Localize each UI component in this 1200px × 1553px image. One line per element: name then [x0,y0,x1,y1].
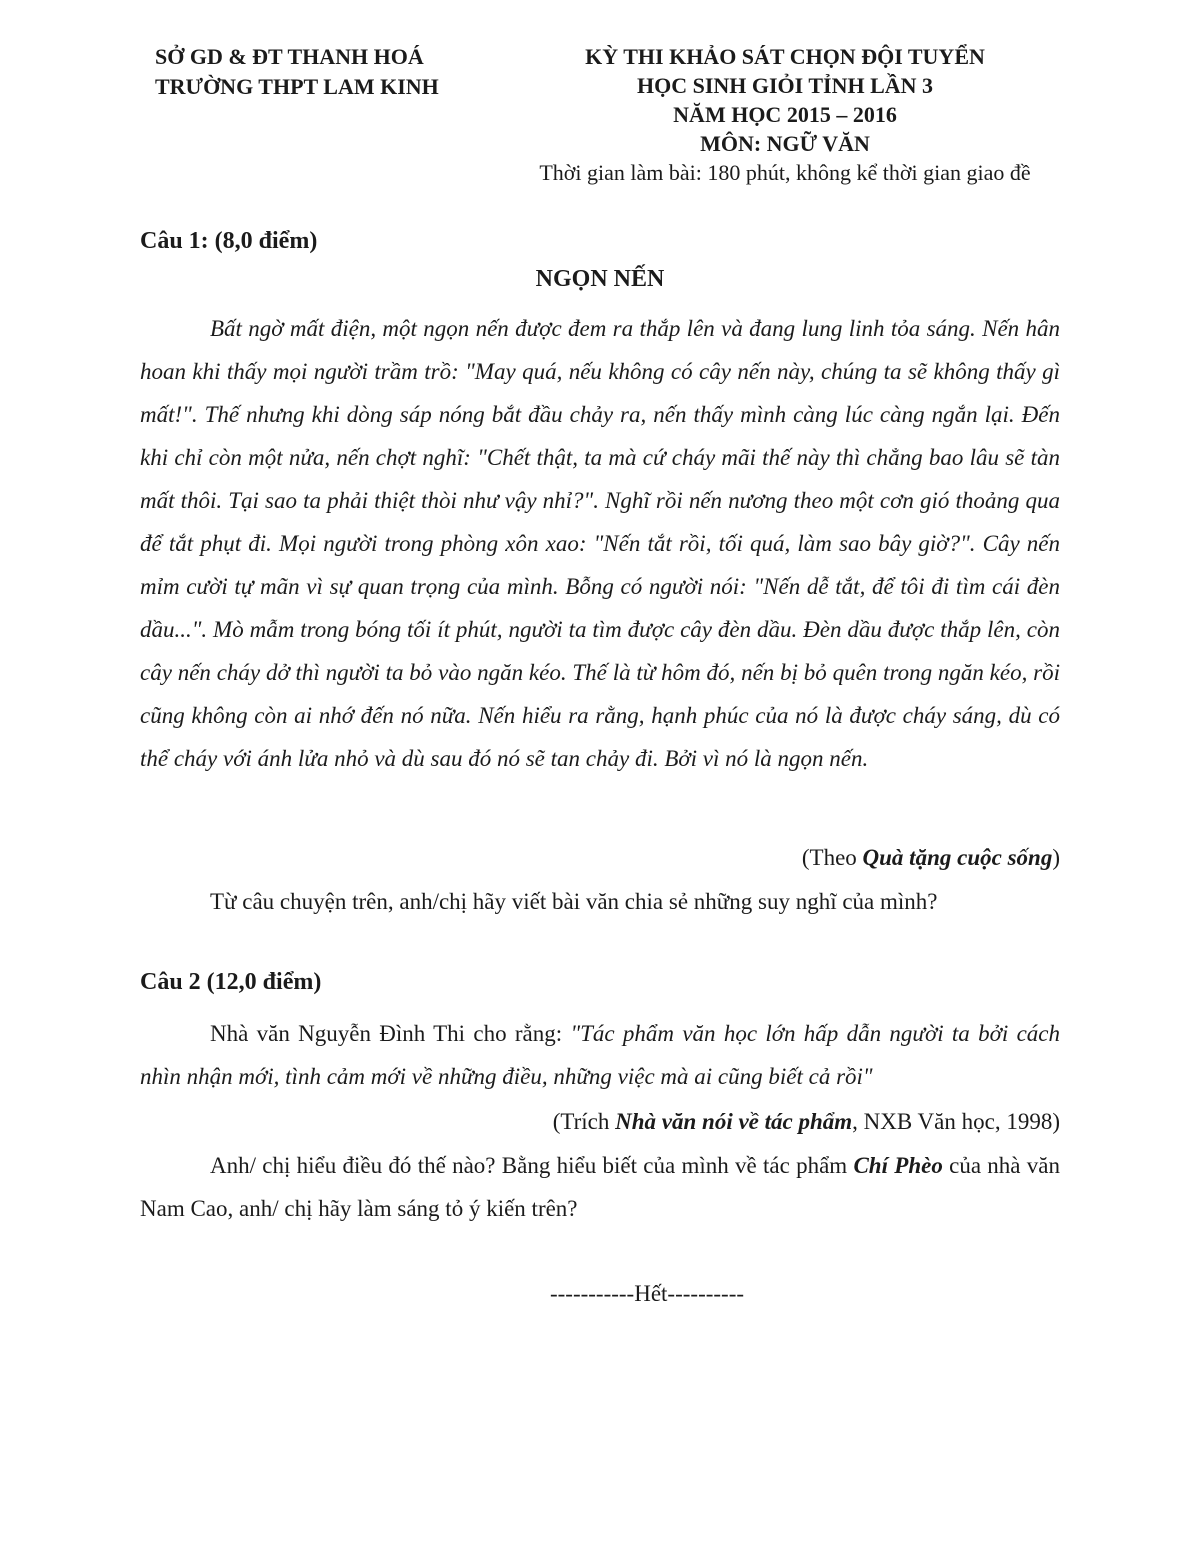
story-source-line [140,836,1060,879]
question2-prompt [140,1144,1060,1230]
department-name: SỞ GD & ĐT THANH HOÁ [155,44,424,69]
prompt2-part1: Anh/ chị hiểu điều đó thế nào? Bằng hiểu biết của mình về tác phẩm [210,1153,854,1178]
quote-citation-line [140,1100,1060,1143]
prompt2-work-name: Chí Phèo [853,1153,943,1178]
question2-heading: Câu 2 (12,0 điểm) [140,969,322,995]
source-suffix: ) [1052,845,1060,870]
exam-subject: MÔN: NGỮ VĂN [700,131,870,156]
exam-title-line2: HỌC SINH GIỎI TỈNH LẦN 3 [636,73,934,98]
story-title: NGỌN NẾN [535,266,665,292]
story-paragraph: Bất ngờ mất điện, một ngọn nến được đem ra thắp lên và đang lung linh tỏa sáng. Nến hân hoan khi thấy mọi người trầm trồ: "May quá, nếu không có cây nến này, chúng ta sẽ không thấy gì mất!". Thế nhưng khi dòng sáp nóng bắt đầu chảy ra, nến thấy mình càng lúc càng ngắn lại. Đến khi chỉ còn một nửa, nến chợt nghĩ: "Chết thật, ta mà cứ cháy mãi thế này thì chẳng bao lâu sẽ tàn mất thôi. Tại sao ta phải thiệt thòi như vậy nhỉ?". Nghĩ rồi nến nương theo một cơn gió thoảng qua để tắt phụt đi. Mọi người trong phòng xôn xao: "Nến tắt rồi, tối quá, làm sao bây giờ?". Cây nến mỉm cười tự mãn vì sự quan trọng của mình. Bỗng có người nói: "Nến dễ tắt, để tôi đi tìm cái đèn dầu...". Mò mẫm trong bóng tối ít phút, người ta tìm được cây đèn dầu. Đèn dầu được thắp lên, còn cây nến cháy dở thì người ta bỏ vào ngăn kéo. Thế là từ hôm đó, nến bị bỏ quên trong ngăn kéo, rồi cũng không còn ai nhớ đến nó nữa. Nến hiểu ra rằng, hạnh phúc của nó là được cháy sáng, dù có thể cháy với ánh lửa nhỏ và dù sau đó nó sẽ tan chảy đi. Bởi vì nó là ngọn nến. [140,316,1060,771]
end-marker: -----------Hết---------- [549,1281,745,1306]
exam-year: NĂM HỌC 2015 – 2016 [673,102,897,127]
question1-prompt: Từ câu chuyện trên, anh/chị hãy viết bài văn chia sẻ những suy nghĩ của mình? [210,889,938,914]
citation-book-title: Nhà văn nói về tác phẩm [615,1109,853,1134]
exam-duration-note: Thời gian làm bài: 180 phút, không kể thời gian giao đề [539,160,1031,185]
exam-header [455,42,1115,187]
citation-suffix: , NXB Văn học, 1998) [852,1109,1060,1134]
school-name: TRƯỜNG THPT LAM KINH [155,74,439,99]
source-book-title: Quà tặng cuộc sống [862,845,1053,870]
source-prefix: (Theo [801,845,863,870]
citation-prefix: (Trích [552,1109,616,1134]
question1-heading: Câu 1: (8,0 điểm) [140,228,318,254]
school-header [155,42,439,102]
question2-quote-paragraph [140,1012,1060,1098]
quote-text: "Tác phẩm văn học lớn hấp dẫn người ta bởi cách nhìn nhận mới, tình cảm mới về những điều, những việc mà ai cũng biết cả rồi" [140,1021,1060,1089]
quote-intro: Nhà văn Nguyễn Đình Thi cho rằng: [210,1021,571,1046]
prompt2-part2: của nhà văn Nam Cao, anh/ chị hãy làm sáng tỏ ý kiến trên? [140,1153,1061,1221]
exam-title-line1: KỲ THI KHẢO SÁT CHỌN ĐỘI TUYỂN [585,44,985,69]
